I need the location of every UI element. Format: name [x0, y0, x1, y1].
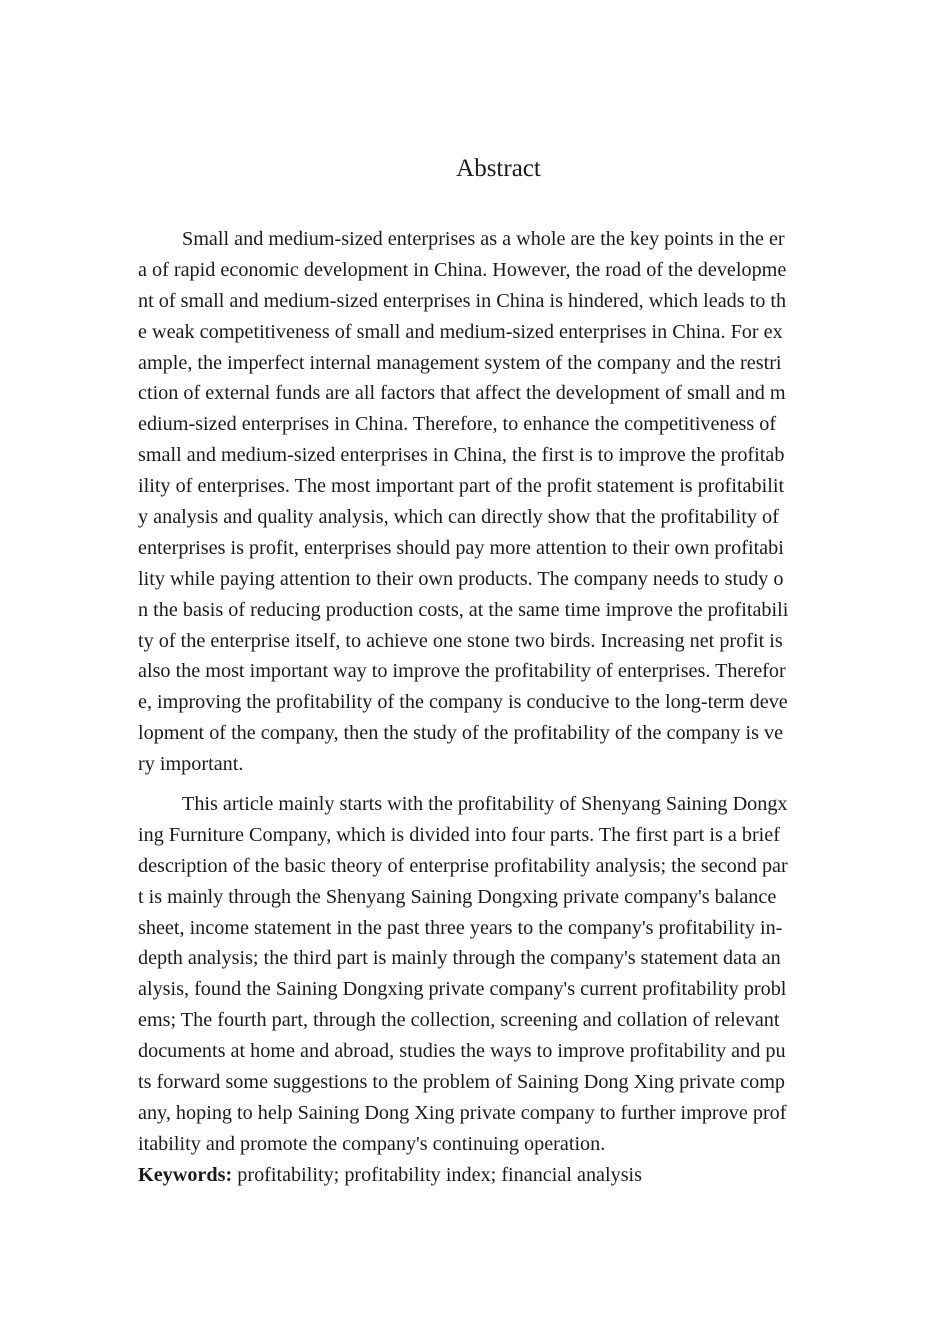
- paragraph-line: description of the basic theory of enterprise profitability analysis; the second par: [138, 854, 788, 877]
- paragraph-line: lopment of the company, then the study of the profitability of the company is ve: [138, 722, 784, 745]
- paragraph-line: ts forward some suggestions to the problem of Saining Dong Xing private comp: [138, 1071, 786, 1094]
- paragraph-line: documents at home and abroad, studies the ways to improve profitability and pu: [138, 1040, 786, 1063]
- keywords-label: Keywords:: [138, 1163, 233, 1186]
- paragraph-line: This article mainly starts with the profitability of Shenyang Saining Dongx: [182, 793, 788, 816]
- paragraph-line: ty of the enterprise itself, to achieve one stone two birds. Increasing net profit is: [138, 629, 783, 652]
- keywords-text: profitability; profitability index; financial analysis: [232, 1163, 643, 1186]
- paragraph-line: t is mainly through the Shenyang Saining Dongxing private company's balance: [138, 885, 777, 908]
- paragraph-line: ing Furniture Company, which is divided into four parts. The first part is a brief: [138, 823, 780, 846]
- abstract-paragraph: [138, 224, 859, 780]
- paragraph-line: also the most important way to improve the profitability of enterprises. Therefor: [138, 660, 786, 683]
- paragraph-line: depth analysis; the third part is mainly through the company's statement data an: [138, 947, 781, 970]
- paragraph-line: ems; The fourth part, through the collection, screening and collation of relevant: [138, 1009, 780, 1032]
- abstract-body: [138, 224, 859, 1191]
- paragraph-line: y analysis and quality analysis, which can directly show that the profitability of: [138, 506, 779, 529]
- paragraph-line: nt of small and medium-sized enterprises in China is hindered, which leads to th: [138, 289, 787, 312]
- paragraph-line: itability and promote the company's continuing operation.: [138, 1132, 606, 1155]
- abstract-paragraph: [138, 789, 859, 1160]
- paragraph-line: e weak competitiveness of small and medium-sized enterprises in China. For ex: [138, 320, 783, 343]
- paragraph-line: edium-sized enterprises in China. Therefore, to enhance the competitiveness of: [138, 413, 777, 436]
- paragraph-line: enterprises is profit, enterprises should pay more attention to their own profitabi: [138, 536, 784, 559]
- paragraph-line: ry important.: [138, 753, 244, 776]
- paragraph-line: sheet, income statement in the past three years to the company's profitability in-: [138, 916, 783, 939]
- keywords-line: [138, 1160, 859, 1191]
- paragraph-line: Small and medium-sized enterprises as a whole are the key points in the er: [182, 228, 785, 250]
- abstract-title: Abstract: [456, 155, 541, 182]
- paragraph-line: ction of external funds are all factors that affect the development of small and m: [138, 382, 786, 405]
- paragraph-line: lity while paying attention to their own products. The company needs to study o: [138, 567, 784, 590]
- paragraph-line: small and medium-sized enterprises in China, the first is to improve the profitab: [138, 444, 785, 467]
- paragraph-line: n the basis of reducing production costs, at the same time improve the profitabili: [138, 598, 789, 621]
- paragraph-line: e, improving the profitability of the company is conducive to the long-term deve: [138, 691, 788, 714]
- paragraph-line: alysis, found the Saining Dongxing private company's current profitability probl: [138, 978, 787, 1001]
- paragraph-line: ample, the imperfect internal management system of the company and the restri: [138, 351, 782, 374]
- paragraph-line: any, hoping to help Saining Dong Xing private company to further improve prof: [138, 1101, 787, 1124]
- paragraph-line: ility of enterprises. The most important part of the profit statement is profitabilit: [138, 475, 785, 498]
- paragraph-line: a of rapid economic development in China. However, the road of the developme: [138, 258, 787, 281]
